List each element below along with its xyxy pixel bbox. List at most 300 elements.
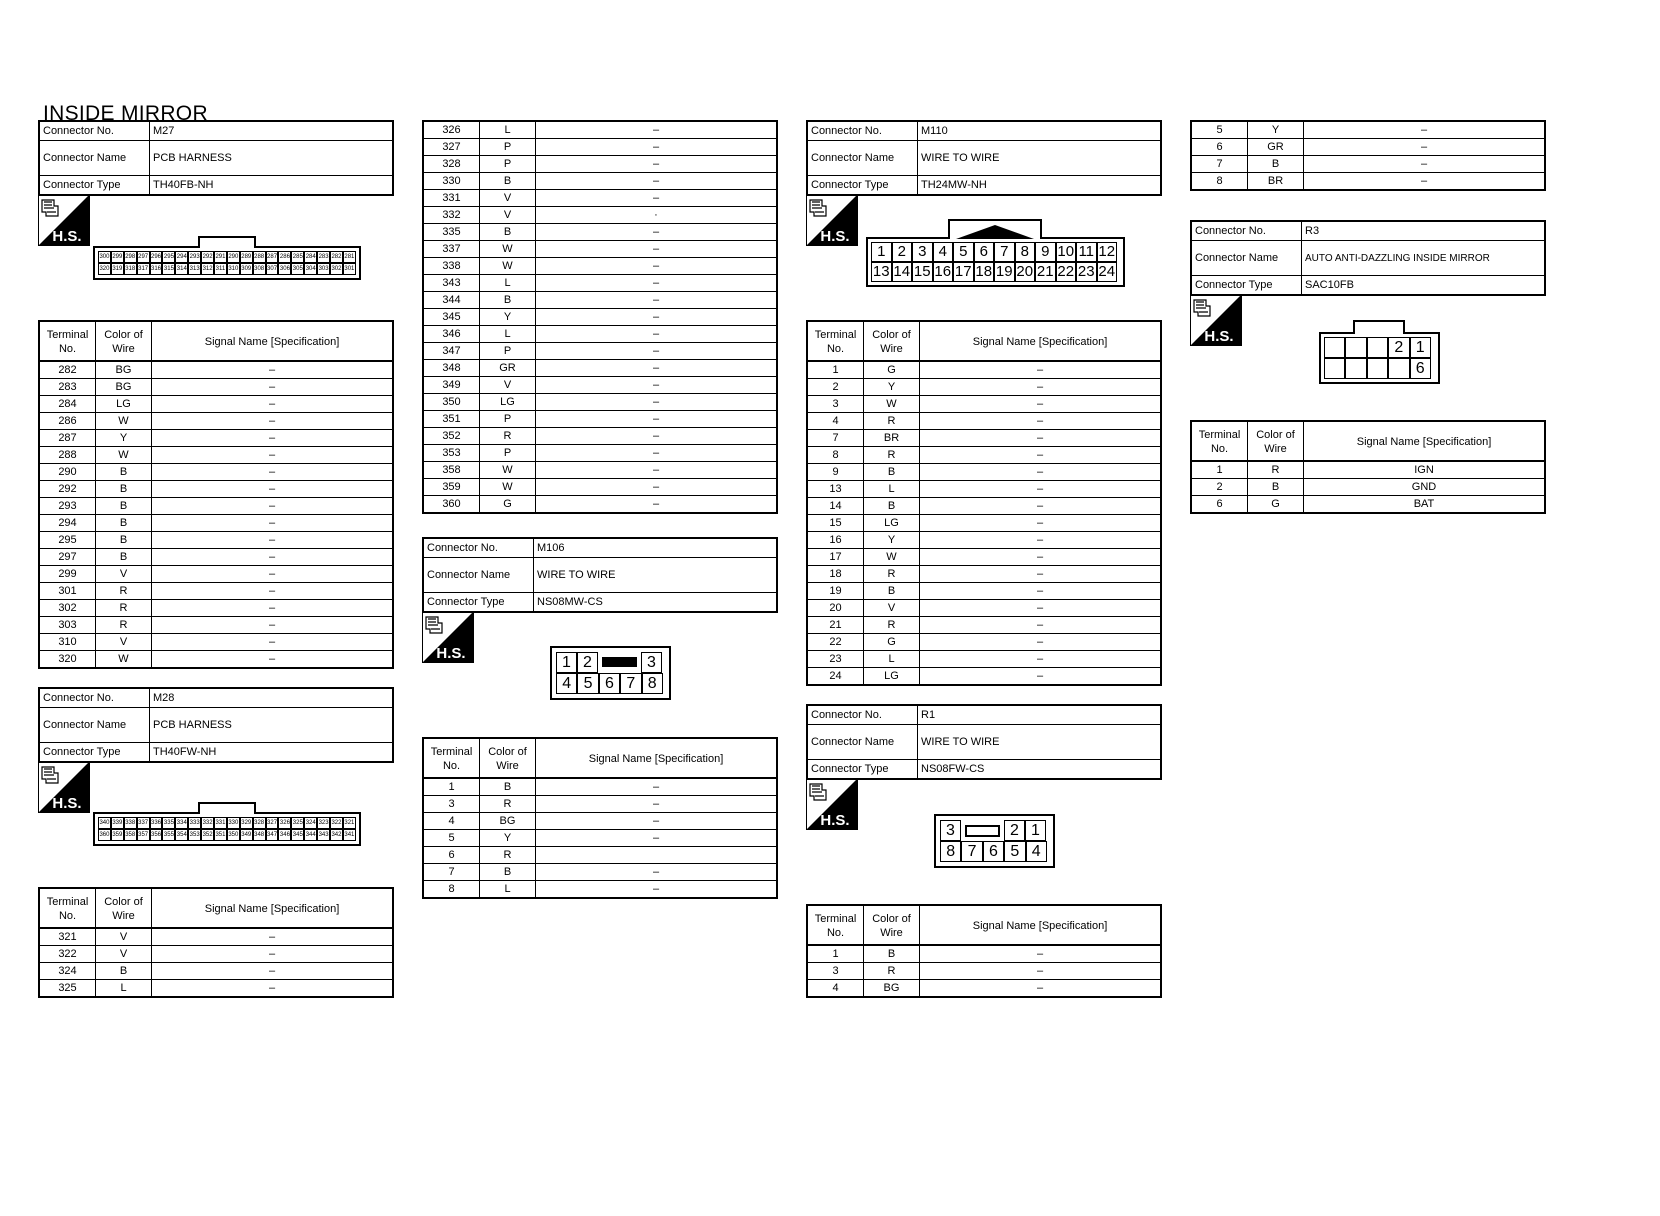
wire-color-cell: V: [96, 946, 152, 962]
harness-side-icon: [38, 194, 90, 246]
wire-color-cell: LG: [864, 515, 920, 531]
connector-no-value: R1: [921, 709, 936, 721]
label-connector-type: Connector Type: [424, 593, 534, 611]
connector-type-value: TH40FB-NH: [153, 179, 214, 191]
wire-color-cell: Y: [480, 309, 536, 325]
signal-name-cell: –: [652, 328, 660, 340]
terminal-no-header: Terminal No.: [40, 889, 96, 927]
table-row: [40, 497, 392, 514]
connector-pin: 6: [599, 673, 620, 694]
connector-pin: 1: [1410, 337, 1431, 358]
signal-name-cell: ·: [654, 209, 658, 221]
signal-name-header: Signal Name [Specification]: [972, 335, 1108, 348]
table-row: [40, 531, 392, 548]
signal-name-cell: –: [1036, 965, 1044, 977]
wire-color-header: Color of Wire: [864, 322, 920, 360]
wire-color-cell: W: [480, 462, 536, 478]
wire-color-cell: Y: [864, 532, 920, 548]
connector-pin: 351: [214, 829, 227, 841]
terminal-no-cell: 14: [808, 498, 864, 514]
signal-name-cell: –: [1420, 141, 1428, 153]
connector-pin: 310: [227, 263, 240, 275]
table-row: [808, 395, 1160, 412]
terminal-no-cell: 13: [808, 481, 864, 497]
label-connector-name: Connector Name: [424, 558, 534, 592]
wire-color-cell: G: [864, 634, 920, 650]
connector-pin: 348: [253, 829, 266, 841]
terminal-no-cell: 320: [40, 651, 96, 667]
signal-name-cell: –: [652, 413, 660, 425]
signal-name-cell: –: [1036, 636, 1044, 648]
terminal-no-cell: 4: [424, 813, 480, 829]
signal-name-cell: –: [1036, 500, 1044, 512]
connector-pin: 5: [577, 673, 598, 694]
connector-no-value: M110: [921, 125, 948, 137]
connector-pin: 318: [124, 263, 137, 275]
table-row: [40, 429, 392, 446]
signal-name-cell: –: [652, 498, 660, 510]
hs-icon: [806, 778, 858, 830]
terminal-no-cell: 327: [424, 139, 480, 155]
label-connector-no: Connector No.: [40, 689, 150, 707]
connector-pin: 360: [98, 829, 111, 841]
signal-name-cell: –: [268, 982, 276, 994]
wire-color-cell: B: [480, 292, 536, 308]
signal-name-cell: –: [652, 226, 660, 238]
terminal-no-header: Terminal No.: [1192, 422, 1248, 460]
table-row: [424, 812, 776, 829]
connector-pin: 13: [872, 263, 890, 280]
terminal-no-cell: 350: [424, 394, 480, 410]
wire-color-cell: L: [480, 122, 536, 138]
signal-name-cell: –: [268, 415, 276, 427]
table-row: [424, 155, 776, 172]
connector-pin: 308: [253, 263, 266, 275]
harness-side-icon: [38, 761, 90, 813]
connector-pin: 10: [1057, 243, 1075, 260]
connector-pin: 316: [150, 263, 163, 275]
terminal-no-cell: 324: [40, 963, 96, 979]
connector-pin: 300: [98, 251, 111, 263]
connector-pin: 344: [304, 829, 317, 841]
connector-pin: 330: [227, 817, 240, 829]
table-row: [808, 616, 1160, 633]
signal-name-cell: –: [652, 883, 660, 895]
terminal-no-cell: 9: [808, 464, 864, 480]
terminal-no-cell: 1: [808, 362, 864, 378]
terminal-no-cell: 303: [40, 617, 96, 633]
table-row: [424, 795, 776, 812]
wire-color-cell: BG: [96, 362, 152, 378]
terminal-no-cell: 343: [424, 275, 480, 291]
connector-info-m110: [806, 120, 1162, 196]
connector-pin: 358: [124, 829, 137, 841]
wire-color-cell: B: [96, 549, 152, 565]
connector-pin: 307: [266, 263, 279, 275]
table-row: [808, 497, 1160, 514]
connector-pin: 4: [933, 242, 954, 262]
terminal-no-cell: 282: [40, 362, 96, 378]
terminal-no-cell: 16: [808, 532, 864, 548]
label-connector-no: Connector No.: [808, 706, 918, 724]
terminal-no-cell: 331: [424, 190, 480, 206]
wire-color-header: Color of Wire: [1248, 422, 1304, 460]
terminal-no-cell: 299: [40, 566, 96, 582]
signal-name-cell: –: [268, 432, 276, 444]
terminal-no-cell: 21: [808, 617, 864, 633]
connector-pin: 319: [111, 263, 124, 275]
signal-name-cell: –: [652, 379, 660, 391]
wire-color-cell: W: [480, 479, 536, 495]
signal-name-cell: –: [268, 585, 276, 597]
wire-color-cell: B: [1248, 479, 1304, 495]
signal-name-cell: –: [268, 398, 276, 410]
connector-pin: 5: [1004, 841, 1025, 862]
connector-pin: 3: [940, 820, 961, 841]
terminal-no-cell: 4: [808, 413, 864, 429]
wire-color-cell: V: [96, 634, 152, 650]
connector-pin: 315: [162, 263, 175, 275]
connector-pin: 321: [343, 817, 356, 829]
connector-pin: 281: [343, 251, 356, 263]
connector-pin: 2: [1388, 337, 1409, 358]
table-row: [424, 206, 776, 223]
wire-color-cell: GR: [1248, 139, 1304, 155]
table-row: [424, 240, 776, 257]
terminal-no-cell: 310: [40, 634, 96, 650]
table-row: [40, 395, 392, 412]
terminal-no-cell: 5: [424, 830, 480, 846]
terminal-no-cell: 359: [424, 479, 480, 495]
connector-pin: 335: [162, 817, 175, 829]
connector-pin: 4: [556, 673, 577, 694]
table-row: [808, 514, 1160, 531]
terminal-no-cell: 349: [424, 377, 480, 393]
terminal-no-cell: 321: [40, 929, 96, 945]
hand-icon: [42, 200, 58, 216]
connector-pin: 338: [124, 817, 137, 829]
connector-pin: 7: [994, 242, 1015, 262]
connector-pin: 8: [642, 673, 663, 694]
label-connector-type: Connector Type: [808, 760, 918, 778]
connector-pin: 3: [912, 242, 933, 262]
connector-no-value: M28: [153, 692, 175, 704]
connector-no-value: M106: [537, 542, 565, 554]
wire-color-cell: BR: [1248, 173, 1304, 189]
terminal-no-cell: 6: [1192, 496, 1248, 512]
connector-pin: 320: [98, 263, 111, 275]
terminal-no-cell: 287: [40, 430, 96, 446]
connector-pin: 2: [577, 652, 598, 673]
connector-pin: 334: [175, 817, 188, 829]
label-connector-name: Connector Name: [808, 725, 918, 759]
connector-pin: 284: [304, 251, 317, 263]
table-header: [40, 889, 392, 929]
hs-icon: [422, 611, 474, 663]
connector-name-value: AUTO ANTI-DAZZLING INSIDE MIRROR: [1305, 252, 1490, 264]
wire-color-cell: Y: [480, 830, 536, 846]
connector-housing: [866, 237, 1125, 287]
wire-color-cell: LG: [96, 396, 152, 412]
signal-name-cell: –: [1036, 364, 1044, 376]
table-row: [40, 412, 392, 429]
connector-pin: 8: [1015, 242, 1036, 262]
connector-name-value: PCB HARNESS: [153, 719, 232, 731]
terminal-table-m28-continued: [422, 120, 778, 514]
terminal-no-cell: 3: [424, 796, 480, 812]
connector-type-value: NS08MW-CS: [537, 596, 603, 608]
terminal-no-header: Terminal No.: [424, 739, 480, 777]
connector-pin: 24: [1098, 263, 1116, 280]
terminal-no-cell: 5: [1192, 122, 1248, 138]
table-row: [40, 599, 392, 616]
signal-name-cell: –: [268, 500, 276, 512]
signal-name-header: Signal Name [Specification]: [204, 902, 340, 915]
connector-pin: 8: [940, 841, 961, 862]
table-row: [808, 548, 1160, 565]
connector-pin: 298: [124, 251, 137, 263]
signal-name-cell: –: [1036, 432, 1044, 444]
connector-no-value: M27: [153, 125, 175, 137]
table-header: [424, 739, 776, 779]
connector-pin: 6: [983, 841, 1004, 862]
connector-pin: 303: [317, 263, 330, 275]
table-row: [40, 446, 392, 463]
table-row: [424, 172, 776, 189]
signal-name-cell: –: [652, 311, 660, 323]
signal-name-cell: –: [1036, 449, 1044, 461]
wire-color-cell: Y: [1248, 122, 1304, 138]
terminal-no-cell: 1: [1192, 462, 1248, 478]
connector-pin: 314: [175, 263, 188, 275]
hand-icon: [42, 767, 58, 783]
table-row: [424, 410, 776, 427]
terminal-no-cell: 19: [808, 583, 864, 599]
table-row: [424, 829, 776, 846]
wire-color-cell: B: [480, 224, 536, 240]
connector-pin: 327: [266, 817, 279, 829]
signal-name-cell: –: [268, 653, 276, 665]
table-row: [40, 582, 392, 599]
connector-pin: 23: [1077, 263, 1095, 280]
connector-face-m28: [93, 802, 361, 848]
signal-name-cell: –: [652, 447, 660, 459]
connector-pin: 2: [892, 242, 913, 262]
terminal-no-cell: 297: [40, 549, 96, 565]
terminal-no-cell: 7: [808, 430, 864, 446]
signal-name-cell: –: [652, 294, 660, 306]
wire-color-cell: P: [480, 445, 536, 461]
connector-pin: 12: [1098, 243, 1116, 260]
signal-name-cell: –: [268, 534, 276, 546]
signal-name-cell: –: [268, 931, 276, 943]
wire-color-cell: P: [480, 156, 536, 172]
table-header: [40, 322, 392, 362]
table-row: [808, 463, 1160, 480]
connector-housing: [1319, 332, 1440, 384]
table-row: [40, 979, 392, 996]
table-row: [424, 122, 776, 138]
label-connector-type: Connector Type: [40, 176, 150, 194]
connector-pin: 359: [111, 829, 124, 841]
table-row: [808, 599, 1160, 616]
signal-name-cell: –: [652, 124, 660, 136]
connector-info-m27: [38, 120, 394, 196]
signal-name-cell: –: [268, 636, 276, 648]
label-connector-name: Connector Name: [808, 141, 918, 175]
wire-color-cell: R: [480, 428, 536, 444]
table-row: [424, 359, 776, 376]
wire-color-cell: G: [480, 496, 536, 512]
terminal-no-cell: 23: [808, 651, 864, 667]
connector-pin: 297: [137, 251, 150, 263]
connector-pin: 336: [150, 817, 163, 829]
hs-label: H.S.: [820, 228, 850, 245]
table-row: [40, 378, 392, 395]
wire-color-cell: BG: [96, 379, 152, 395]
connector-pin: 357: [137, 829, 150, 841]
hs-label: H.S.: [52, 228, 82, 245]
table-row: [40, 633, 392, 650]
hand-icon: [1194, 300, 1210, 316]
terminal-no-cell: 325: [40, 980, 96, 996]
label-connector-type: Connector Type: [40, 743, 150, 761]
connector-pin: 294: [175, 251, 188, 263]
wire-color-cell: LG: [480, 394, 536, 410]
signal-name-cell: IGN: [1414, 464, 1434, 476]
connector-pin: 15: [913, 263, 931, 280]
hs-icon: [1190, 294, 1242, 346]
wire-color-cell: L: [96, 980, 152, 996]
connector-pin: 349: [240, 829, 253, 841]
hs-icon: [806, 194, 858, 246]
table-row: [808, 946, 1160, 962]
wire-color-cell: L: [480, 326, 536, 342]
wire-color-cell: W: [96, 447, 152, 463]
signal-name-header: Signal Name [Specification]: [204, 335, 340, 348]
terminal-no-cell: 7: [424, 864, 480, 880]
signal-name-cell: –: [1036, 653, 1044, 665]
wire-color-cell: P: [480, 343, 536, 359]
connector-pin: 286: [278, 251, 291, 263]
connector-pin: 353: [188, 829, 201, 841]
page-title: INSIDE MIRROR: [43, 102, 208, 125]
hs-label: H.S.: [1204, 328, 1234, 345]
terminal-no-cell: 6: [424, 847, 480, 863]
wire-color-cell: B: [480, 173, 536, 189]
terminal-table-r1: [806, 904, 1162, 998]
table-row: [424, 461, 776, 478]
signal-name-cell: –: [652, 781, 660, 793]
connector-pin: 291: [214, 251, 227, 263]
table-row: [1192, 122, 1544, 138]
terminal-no-cell: 18: [808, 566, 864, 582]
wire-color-cell: B: [864, 946, 920, 962]
connector-info-m28: [38, 687, 394, 763]
connector-latch: [198, 802, 256, 814]
terminal-no-cell: 6: [1192, 139, 1248, 155]
table-row: [424, 223, 776, 240]
table-row: [424, 342, 776, 359]
terminal-no-cell: 348: [424, 360, 480, 376]
latch-slot-outline: [965, 825, 1000, 837]
connector-pin: 342: [330, 829, 343, 841]
table-row: [1192, 172, 1544, 189]
signal-name-cell: –: [652, 175, 660, 187]
connector-pin: 302: [330, 263, 343, 275]
table-row: [808, 429, 1160, 446]
terminal-no-cell: 358: [424, 462, 480, 478]
terminal-no-cell: 24: [808, 668, 864, 684]
table-row: [424, 863, 776, 880]
connector-info-r1: [806, 704, 1162, 780]
terminal-no-cell: 7: [1192, 156, 1248, 172]
signal-name-cell: –: [1420, 175, 1428, 187]
signal-name-cell: –: [268, 948, 276, 960]
table-row: [424, 325, 776, 342]
wire-color-cell: G: [1248, 496, 1304, 512]
hs-icon: [38, 194, 90, 246]
signal-name-cell: –: [1036, 466, 1044, 478]
table-row: [40, 362, 392, 378]
terminal-no-cell: 332: [424, 207, 480, 223]
table-row: [424, 880, 776, 897]
table-header: [1192, 422, 1544, 462]
connector-pin: 14: [893, 263, 911, 280]
table-row: [424, 427, 776, 444]
signal-name-cell: –: [652, 243, 660, 255]
wire-color-header: Color of Wire: [96, 889, 152, 927]
connector-info-r3: [1190, 220, 1546, 296]
table-row: [40, 945, 392, 962]
terminal-no-cell: 20: [808, 600, 864, 616]
terminal-no-cell: 328: [424, 156, 480, 172]
connector-latch-slot: [598, 652, 641, 673]
table-row: [424, 138, 776, 155]
connector-pin: 352: [201, 829, 214, 841]
signal-name-cell: –: [652, 430, 660, 442]
signal-name-cell: GND: [1411, 481, 1437, 493]
connector-pin: 288: [253, 251, 266, 263]
terminal-no-cell: 322: [40, 946, 96, 962]
terminal-table-m106: [422, 737, 778, 899]
connector-name-value: WIRE TO WIRE: [537, 569, 616, 581]
label-connector-name: Connector Name: [40, 708, 150, 742]
wire-color-cell: B: [96, 481, 152, 497]
connector-pin: 331: [214, 817, 227, 829]
hs-label: H.S.: [820, 812, 850, 829]
signal-name-cell: –: [268, 364, 276, 376]
connector-pin: 7: [620, 673, 641, 694]
connector-pin: 282: [330, 251, 343, 263]
signal-name-cell: –: [268, 449, 276, 461]
terminal-no-cell: 3: [808, 963, 864, 979]
connector-pin: 20: [1016, 263, 1034, 280]
signal-name-cell: –: [268, 381, 276, 393]
wire-color-cell: L: [480, 881, 536, 897]
connector-pin: 354: [175, 829, 188, 841]
connector-pin: 1: [871, 242, 892, 262]
connector-pin: 325: [291, 817, 304, 829]
connector-pin: 289: [240, 251, 253, 263]
signal-name-cell: –: [652, 464, 660, 476]
connector-pin: 21: [1036, 263, 1054, 280]
terminal-no-cell: 345: [424, 309, 480, 325]
connector-pin: 18: [975, 263, 993, 280]
connector-pin: 313: [188, 263, 201, 275]
signal-name-cell: –: [652, 815, 660, 827]
terminal-no-cell: 352: [424, 428, 480, 444]
